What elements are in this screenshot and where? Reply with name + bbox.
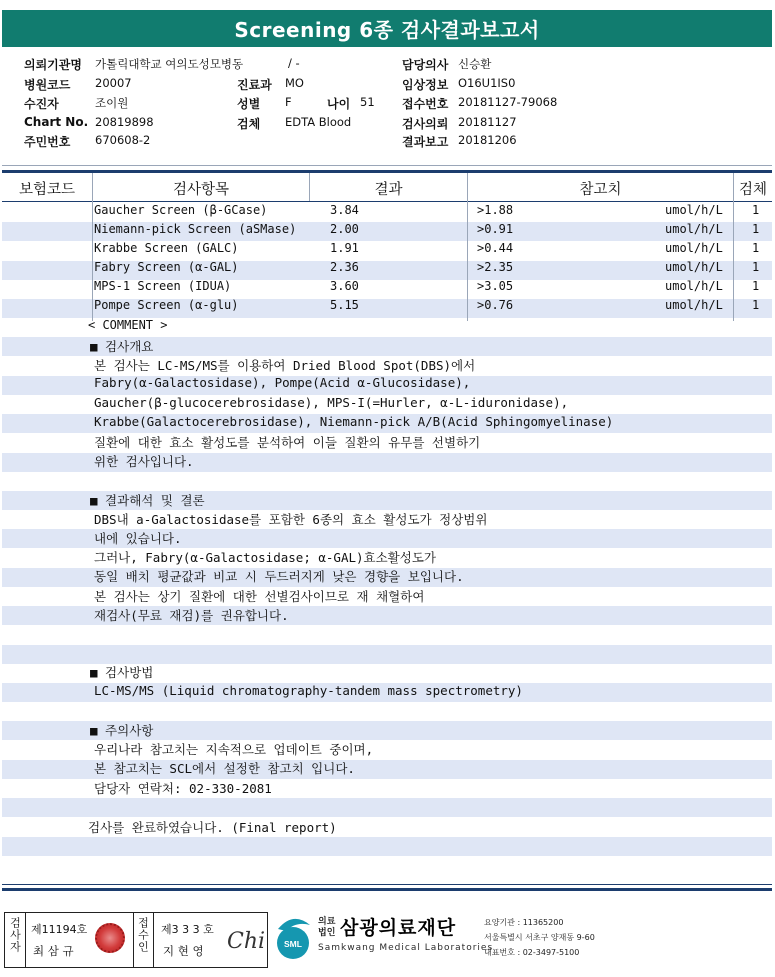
comment-line: 위한 검사입니다. <box>94 454 194 470</box>
comment-line: 그러나, Fabry(α-Galactosidase; α-GAL)효소활성도가 <box>94 550 436 566</box>
signature-divider <box>25 913 26 967</box>
signature-box <box>4 912 268 968</box>
row-stripe <box>2 645 772 664</box>
test-name: Gaucher Screen (β-GCase) <box>94 203 268 217</box>
reference-value: >0.76 <box>477 298 514 312</box>
test-name: Pompe Screen (α-glu) <box>94 298 239 312</box>
tester-name: 최 삼 규 <box>33 944 74 958</box>
reference-value: >0.91 <box>477 222 514 236</box>
col-divider <box>309 173 310 201</box>
comment-section-heading: ■ 검사개요 <box>90 339 154 354</box>
sml-logo-text: SML <box>284 939 302 949</box>
specimen-count: 1 <box>752 241 760 255</box>
specimen-count: 1 <box>752 298 760 312</box>
clinical-info-value: O16U1IS0 <box>458 76 516 90</box>
age-label: 나이 <box>327 97 351 111</box>
hospital-name-label: 의뢰기관명 <box>24 58 82 72</box>
sml-logo-icon <box>272 913 314 961</box>
comment-line: 동일 배치 평균값과 비교 시 두드러지게 낮은 경향을 보입니다. <box>94 569 464 585</box>
approver-label-text: 접수인 <box>136 917 150 953</box>
resident-no-value: 670608-2 <box>95 133 151 147</box>
org-phone: 대표번호 : 02-3497-5100 <box>484 948 580 957</box>
specimen-count: 1 <box>752 260 760 274</box>
department-value: MO <box>285 76 304 90</box>
unit: umol/h/L <box>665 241 723 255</box>
col-header-insurance-code: 보험코드 <box>18 181 76 198</box>
hospital-name-value: 가톨릭대학교 여의도성모병동 <box>95 57 244 71</box>
signature: Chi <box>227 929 266 954</box>
comment-line: LC-MS/MS (Liquid chromatography-tandem mass spectrometry) <box>94 682 523 698</box>
doctor-label: 담당의사 <box>402 58 449 72</box>
unit: umol/h/L <box>665 298 723 312</box>
test-name: MPS-1 Screen (IDUA) <box>94 279 232 293</box>
unit: umol/h/L <box>665 279 723 293</box>
col-divider <box>92 173 93 321</box>
header-divider <box>2 165 772 166</box>
comment-line: 우리나라 참고치는 지속적으로 업데이트 중이며, <box>94 742 374 758</box>
row-stripe <box>2 625 772 644</box>
org-name: 삼광의료재단 <box>340 917 457 939</box>
tester-license: 제11194호 <box>31 923 88 936</box>
result-value: 2.36 <box>330 260 359 274</box>
request-date-value: 20181127 <box>458 115 517 129</box>
comment-section-heading: ■ 주의사항 <box>90 723 154 738</box>
reference-value: >1.88 <box>477 203 514 217</box>
test-name: Fabry Screen (α-GAL) <box>94 260 239 274</box>
reference-value: >0.44 <box>477 241 514 255</box>
comment-line: 본 검사는 상기 질환에 대한 선별검사이므로 재 채혈하여 <box>94 588 425 604</box>
hospital-code-label: 병원코드 <box>24 78 71 92</box>
unit: umol/h/L <box>665 222 723 236</box>
result-value: 1.91 <box>330 241 359 255</box>
request-date-label: 검사의뢰 <box>402 117 449 131</box>
comment-line: 내에 있습니다. <box>94 531 182 546</box>
column-header-rule <box>2 201 772 202</box>
unit: umol/h/L <box>665 203 723 217</box>
resident-no-label: 주민번호 <box>24 135 71 149</box>
col-header-test-item: 검사항목 <box>172 181 230 198</box>
result-value: 3.60 <box>330 279 359 293</box>
report-date-value: 20181206 <box>458 133 517 147</box>
specimen-count: 1 <box>752 203 760 217</box>
footer-rule-thick <box>2 888 772 891</box>
reference-value: >3.05 <box>477 279 514 293</box>
department-label: 진료과 <box>237 78 272 92</box>
org-english-name: Samkwang Medical Laboratories <box>318 943 494 953</box>
tester-label <box>8 917 22 956</box>
org-type: 의료 법인 <box>318 917 336 938</box>
chart-no-label: Chart No. <box>24 115 89 129</box>
comment-line: 재검사(무료 재검)를 권유합니다. <box>94 607 289 623</box>
receipt-no-value: 20181127-79068 <box>458 95 558 109</box>
org-code: 요양기관 : 11365200 <box>484 918 564 927</box>
ward-value: / - <box>288 56 300 70</box>
footer-rule <box>2 884 772 885</box>
tester-label-text: 검사자 <box>8 917 22 953</box>
specimen-value: EDTA Blood <box>285 115 352 129</box>
comment-line: Fabry(α-Galactosidase), Pompe(Acid α-Glucosidase), <box>94 375 471 391</box>
row-stripe <box>2 472 772 491</box>
clinical-info-label: 임상정보 <box>402 78 449 92</box>
specimen-count: 1 <box>752 222 760 236</box>
comment-section-heading: ■ 결과해석 및 결론 <box>90 492 205 508</box>
comment-line: Gaucher(β-glucocerebrosidase), MPS-I(=Hurler, α-L-iduronidase), <box>94 394 569 410</box>
col-header-specimen: 검체 <box>738 181 767 198</box>
row-stripe <box>2 856 772 875</box>
signature-divider <box>153 913 154 967</box>
approver-name: 지 현 영 <box>163 944 204 958</box>
patient-label: 수진자 <box>24 97 59 111</box>
org-address: 서울특별시 서초구 양재동 9-60 <box>484 933 595 942</box>
result-value: 3.84 <box>330 203 359 217</box>
chart-no-value: 20819898 <box>95 115 154 129</box>
specimen-label: 검체 <box>237 117 261 131</box>
comment-line: DBS내 a-Galactosidase를 포함한 6종의 효소 활성도가 정상범위 <box>94 511 488 527</box>
report-date-label: 결과보고 <box>402 135 449 149</box>
approver-license: 제3 3 3 호 <box>161 923 214 936</box>
comment-section-heading: ■ 검사방법 <box>90 665 154 681</box>
specimen-count: 1 <box>752 279 760 293</box>
table-top-rule <box>2 170 772 173</box>
result-value: 5.15 <box>330 298 359 312</box>
doctor-value: 신승환 <box>458 57 492 71</box>
reference-value: >2.35 <box>477 260 514 274</box>
approver-label <box>136 917 150 956</box>
final-report-note: 검사를 완료하였습니다. (Final report) <box>88 820 337 835</box>
report-title: Screening 6종 검사결과보고서 <box>2 10 772 47</box>
test-name: Krabbe Screen (GALC) <box>94 241 239 255</box>
receipt-no-label: 접수번호 <box>402 97 449 111</box>
comment-line: 본 검사는 LC-MS/MS를 이용하여 Dried Blood Spot(DBS)에서 <box>94 358 476 374</box>
col-header-reference: 참고치 <box>579 181 622 198</box>
row-stripe <box>2 798 772 817</box>
col-divider <box>467 173 468 321</box>
age-value: 51 <box>360 95 375 109</box>
comment-line: Krabbe(Galactocerebrosidase), Niemann-pick A/B(Acid Sphingomyelinase) <box>94 413 614 429</box>
signature-divider <box>133 913 134 967</box>
col-divider <box>733 173 734 321</box>
patient-value: 조이원 <box>95 96 129 110</box>
test-name: Niemann-pick Screen (aSMase) <box>94 222 297 236</box>
hospital-code-value: 20007 <box>95 76 132 90</box>
sex-value: F <box>285 95 292 109</box>
sex-label: 성별 <box>237 97 261 111</box>
comment-header: < COMMENT > <box>88 318 168 332</box>
row-stripe <box>2 702 772 721</box>
comment-line: 질환에 대한 효소 활성도를 분석하여 이들 질환의 유무를 선별하기 <box>94 435 481 450</box>
col-header-result: 결과 <box>374 181 403 198</box>
official-seal-icon <box>95 923 125 953</box>
row-stripe <box>2 837 772 856</box>
comment-line: 담당자 연락처: 02-330-2081 <box>94 780 272 796</box>
comment-line: 본 참고치는 SCL에서 설정한 참고치 입니다. <box>94 761 355 777</box>
unit: umol/h/L <box>665 260 723 274</box>
result-value: 2.00 <box>330 222 359 236</box>
